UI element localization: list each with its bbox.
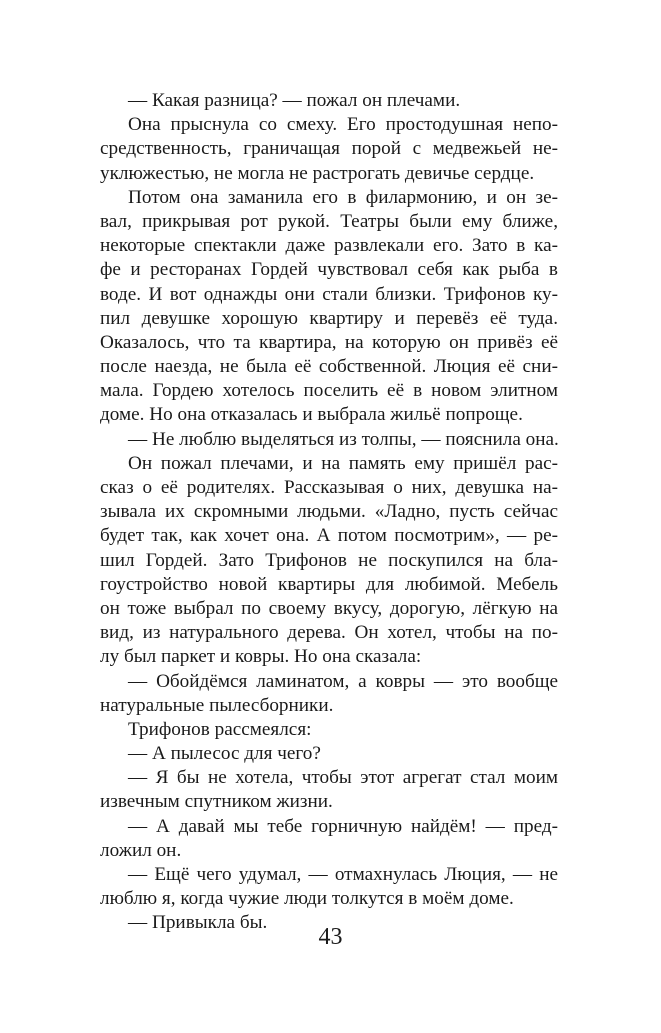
text-line: вид, из натурального дерева. Он хотел, чтобы на по- [100,622,558,644]
text-line: люблю я, когда чужие люди толкутся в моём доме. [100,888,514,910]
text-line: шил Гордей. Зато Трифонов не поскупился на бла- [100,549,558,571]
text-line: фе и ресторанах Гордей чувствовал себя как рыба в [100,259,558,281]
text-line: Она прыснула со смеху. Его простодушная непо- [128,114,558,136]
body-text [100,89,558,936]
text-line: натуральные пылесборники. [100,694,334,716]
text-line: Он пожал плечами, и на память ему пришёл рас- [128,452,558,474]
text-line: зывала их скромными людьми. «Ладно, пусть сейчас [100,501,558,523]
text-line: Трифонов рассмеялся: [128,718,312,740]
text-line: сказ о её родителях. Рассказывая о них, девушка на- [100,477,558,498]
text-line: средственность, граничащая порой с медвежьей не- [100,138,558,160]
text-line: — Обойдёмся ламинатом, а ковры — это вообще [128,670,558,692]
text-line: пил девушке хорошую квартиру и перевёз её туда. [100,307,558,329]
text-line: будет так, как хочет она. А потом посмотрим», — ре- [100,525,558,547]
text-line: — А давай мы тебе горничную найдём! — пред- [128,815,558,837]
text-line: он тоже выбрал по своему вкусу, дорогую, лёгкую на [100,597,558,619]
text-line: — Я бы не хотела, чтобы этот агрегат стал моим [128,767,558,789]
text-line: доме. Но она отказалась и выбрала жильё попроще. [100,404,523,426]
text-line: после наезда, не была её собственной. Люция её сни- [100,356,558,378]
text-line: ложил он. [100,839,182,861]
text-line: — Ещё чего удумал, — отмахнулась Люция, — не [128,864,558,885]
text-line: вал, прикрывая рот рукой. Театры были ему ближе, [100,210,558,232]
text-line: некоторые спектакли даже развлекали его. Зато в ка- [100,235,558,257]
text-line: — А пылесос для чего? [128,743,321,765]
text-line: гоустройство новой квартиры для любимой. Мебель [100,573,558,595]
text-line: мала. Гордею хотелось поселить её в новом элитном [100,380,558,402]
text-line: — Привыкла бы. [128,912,268,934]
text-line: Потом она заманила его в филармонию, и он зе- [128,186,558,208]
text-line: — Не люблю выделяться из толпы, — пояснила она. [128,428,559,450]
page-number: 43 [318,924,343,950]
text-line: воде. И вот однажды они стали близки. Трифонов ку- [100,283,558,305]
text-line: извечным спутником жизни. [100,791,333,813]
text-line: лу был паркет и ковры. Но она сказала: [100,646,422,668]
text-line: уклюжестью, не могла не растрогать девичье сердце. [100,162,535,184]
text-line: Оказалось, что та квартира, на которую он привёз её [100,331,558,353]
text-line: — Какая разница? — пожал он плечами. [128,90,461,111]
